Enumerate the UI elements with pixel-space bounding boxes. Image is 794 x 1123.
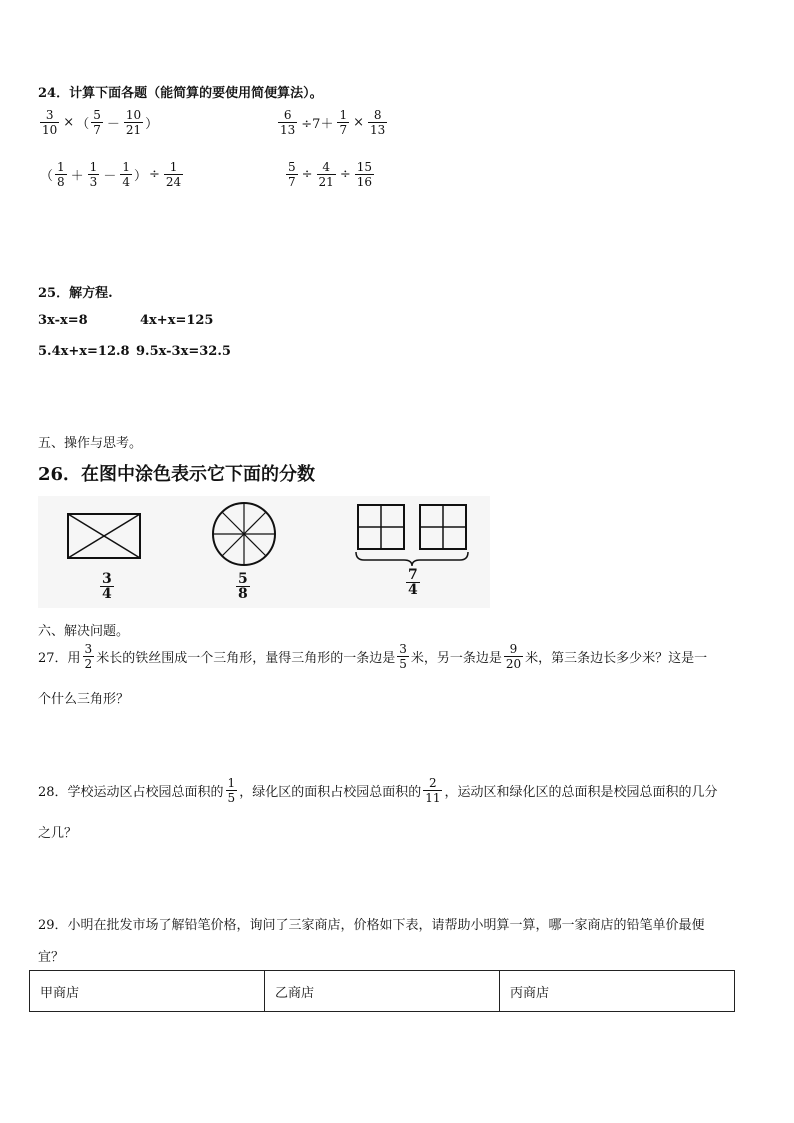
q29-line1: 29．小明在批发市场了解铅笔价格，询问了三家商店，价格如下表，请帮助小明算一算，哪一家商店的铅笔单价最便: [38, 918, 705, 933]
fraction: $\frac{1}{3}$: [89, 160, 98, 189]
fraction: $\frac{1}{4}$: [122, 160, 130, 189]
q25-title: 25．解方程.: [38, 286, 113, 301]
fraction: $\frac{6}{13}$: [280, 108, 296, 137]
q26-title: 26．在图中涂色表示它下面的分数: [38, 464, 316, 485]
fraction-label: $\frac{7}{4}$: [408, 567, 418, 598]
fraction: $\frac{15}{16}$: [356, 160, 373, 189]
fraction: $\frac{5}{7}$: [288, 160, 296, 189]
table-cell: 乙商店: [265, 971, 500, 1012]
q28-line2: 之几？: [38, 826, 78, 841]
equation: 9.5x-3x=32.5: [136, 344, 231, 359]
q28-line1: 28．学校运动区占校园总面积的 $\frac{1}{5}$ ，绿化区的面积占校园总面积的 $\frac{2}{11}$ ，运动区和绿化区的总面积是校园总面积的几分: [38, 776, 718, 805]
q24-expr1: $\frac{3}{10}$ × （ $\frac{5}{7}$ － $\frac{10}{21}$ ）: [42, 108, 159, 137]
fraction: $\frac{10}{21}$: [125, 108, 142, 137]
equation: 4x+x=125: [140, 313, 214, 328]
table-row: [30, 971, 735, 1012]
section-heading: 五、操作与思考。: [38, 436, 143, 451]
q27-line2: 个什么三角形？: [38, 692, 130, 707]
fraction-label: $\frac{5}{8}$: [238, 571, 248, 602]
fraction: $\frac{1}{7}$: [339, 108, 348, 137]
q24-expr3: （ $\frac{1}{8}$ ＋ $\frac{1}{3}$ － $\frac{1}{4}$ ） ÷ $\frac{1}{24}$: [40, 160, 182, 189]
fraction: $\frac{4}{21}$: [318, 160, 334, 189]
fraction: $\frac{8}{13}$: [370, 108, 386, 137]
q24-expr2: $\frac{6}{13}$ ÷7＋ $\frac{1}{7}$ × $\frac{8}{13}$: [280, 108, 386, 137]
equation: 3x-x=8: [38, 313, 88, 328]
q24-expr4: $\frac{5}{7}$ ÷ $\frac{4}{21}$ ÷ $\frac{15}{16}$: [288, 160, 373, 189]
fraction: $\frac{1}{24}$: [165, 160, 182, 189]
equation: 5.4x+x=12.8: [38, 344, 130, 359]
fraction: $\frac{5}{7}$: [93, 108, 101, 137]
table-cell: 丙商店: [500, 971, 735, 1012]
fraction-label: $\frac{3}{4}$: [102, 571, 112, 602]
q24-title: 24．计算下面各题（能简算的要使用简便算法）。: [38, 86, 323, 101]
shapes-figure: [38, 496, 490, 608]
q29-line2: 宜？: [38, 950, 65, 965]
fraction: $\frac{1}{8}$: [57, 160, 65, 189]
section-heading: 六、解决问题。: [38, 624, 130, 639]
price-table: [29, 970, 735, 1012]
table-cell: 甲商店: [30, 971, 265, 1012]
fraction: $\frac{3}{10}$: [42, 108, 58, 137]
q27-line1: 27．用 $\frac{3}{2}$ 米长的铁丝围成一个三角形，量得三角形的一条边是 $\frac{3}{5}$ 米，另一条边是 $\frac{9}{20}$ 米，第三条边长多少米？这是一: [38, 642, 708, 671]
